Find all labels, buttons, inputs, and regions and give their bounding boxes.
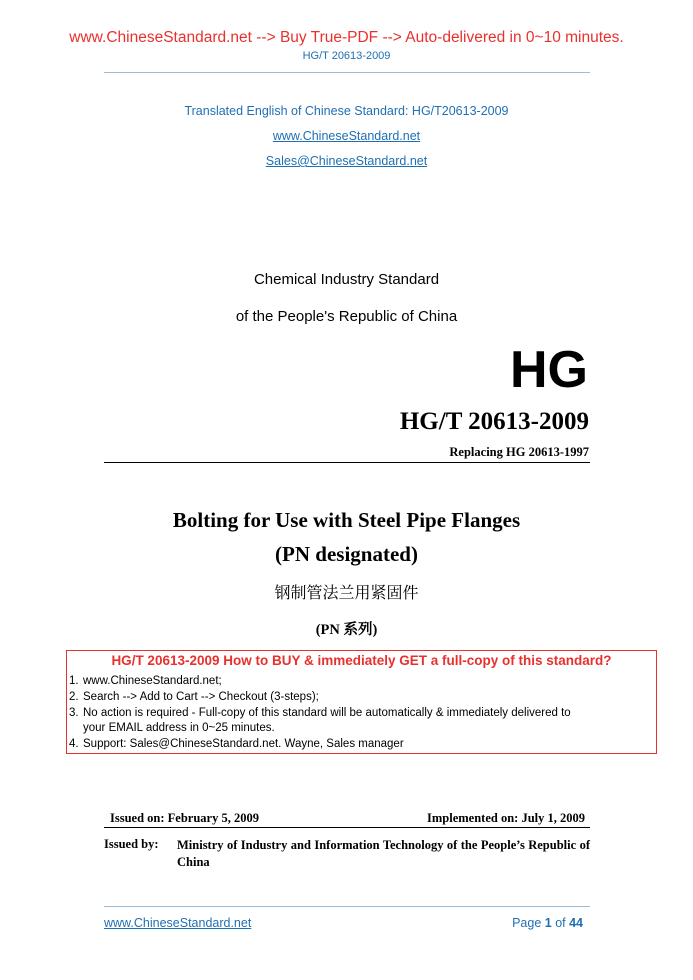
issued-by-value: Ministry of Industry and Information Technology of the People’s Republic of China — [177, 838, 590, 869]
page-label: Page — [512, 916, 545, 930]
standard-code: HG — [510, 341, 588, 399]
dates-divider — [104, 827, 590, 828]
issued-on: Issued on: February 5, 2009 — [110, 811, 259, 825]
header-divider — [104, 72, 590, 73]
standard-type-line1: Chemical Industry Standard — [253, 271, 440, 288]
page-current: 1 — [544, 916, 552, 930]
buy-step-text[interactable]: www.ChineseStandard.net; — [83, 675, 222, 687]
buy-step-text: Search --> Add to Cart --> Checkout (3-steps); — [83, 690, 319, 703]
dates-row — [110, 811, 585, 826]
buy-step-continuation: your EMAIL address in 0~25 minutes. — [83, 722, 275, 735]
standard-type-line2: of the People's Republic of China — [235, 308, 458, 325]
title-divider — [104, 462, 590, 463]
buy-step-text: Support: Sales@ChineseStandard.net. Wayne, Sales manager — [83, 738, 404, 751]
title-en-line2: (PN designated) — [275, 542, 418, 566]
buy-step — [69, 737, 571, 753]
buy-step — [69, 674, 571, 690]
title-cn-line2-text: (PN 系列) — [315, 622, 378, 638]
top-banner[interactable]: www.ChineseStandard.net --> Buy True-PDF --> Auto-delivered in 0~10 minutes. — [69, 29, 624, 46]
buy-box-title: HG/T 20613-2009 How to BUY & immediately GET a full-copy of this standard? — [111, 653, 612, 668]
email-link[interactable]: Sales@ChineseStandard.net — [265, 154, 428, 168]
buy-step-number: 4. — [69, 738, 79, 751]
implemented-on: Implemented on: July 1, 2009 — [427, 811, 585, 825]
buy-steps-list — [69, 674, 571, 753]
title-en-line1: Bolting for Use with Steel Pipe Flanges — [172, 508, 521, 532]
title-cn-line1: 钢制管法兰用紧固件 — [274, 583, 419, 602]
translated-note: Translated English of Chinese Standard: HG/T20613-2009 — [184, 104, 509, 118]
buy-instructions-box — [66, 650, 657, 754]
header-doc-id: HG/T 20613-2009 — [302, 50, 391, 62]
buy-step — [69, 690, 571, 706]
buy-step-number: 3. — [69, 706, 79, 719]
website-link[interactable]: www.ChineseStandard.net — [272, 129, 421, 143]
buy-step-number: 2. — [69, 690, 79, 703]
buy-step-number: 1. — [69, 675, 79, 687]
page-of: of — [551, 916, 570, 930]
page-indicator — [512, 916, 583, 930]
replacing-note: Replacing HG 20613-1997 — [449, 445, 589, 459]
standard-number: HG/T 20613-2009 — [399, 408, 589, 435]
issued-by-label: Issued by: — [104, 837, 159, 851]
page-total: 44 — [569, 916, 583, 930]
footer-website-link[interactable]: www.ChineseStandard.net — [104, 916, 252, 930]
buy-step-text: No action is required - Full-copy of this standard will be automatically & immediately delivered to — [83, 706, 571, 719]
title-cn-line2 — [0, 618, 693, 639]
buy-step — [69, 706, 571, 722]
footer-divider — [104, 906, 590, 907]
